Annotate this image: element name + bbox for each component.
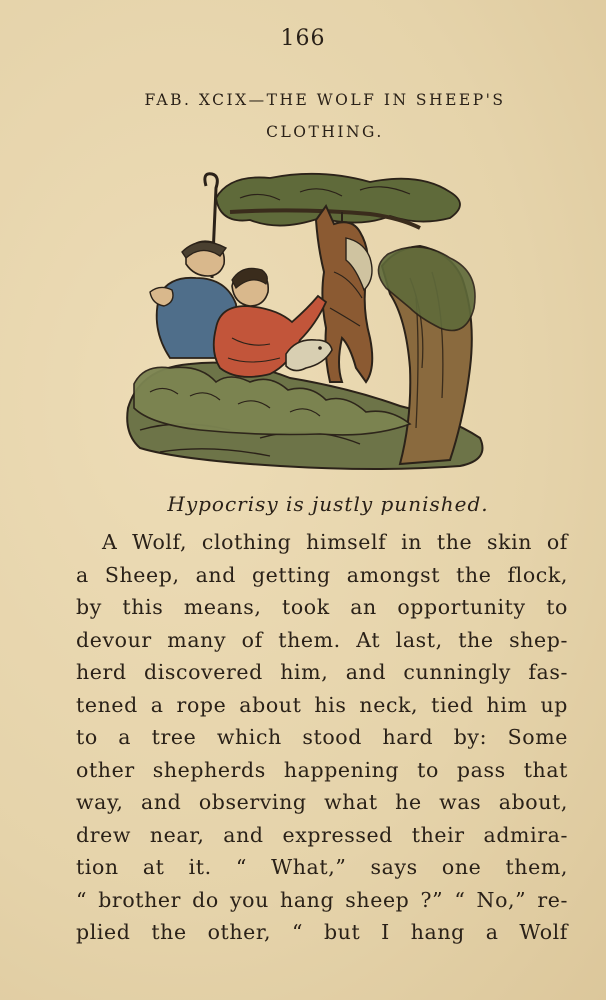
body-line: other shepherds happening to pass that	[76, 757, 568, 782]
tree-canopy	[216, 174, 460, 226]
body-line: a Sheep, and getting amongst the flock,	[76, 562, 568, 587]
fable-title-line-2: CLOTHING.	[266, 123, 384, 141]
body-line: A Wolf, clothing himself in the skin of	[102, 530, 568, 554]
fable-title	[90, 84, 560, 148]
body-line: herd discovered him, and cunningly fas-	[76, 660, 568, 684]
fable-title-line-1: FAB. XCIX—THE WOLF IN SHEEP'S	[144, 91, 506, 109]
woodcut-illustration	[120, 168, 500, 473]
body-line: tened a rope about his neck, tied him up	[76, 692, 568, 717]
body-line: way, and observing what he was about,	[76, 790, 568, 814]
body-line: by this means, took an opportunity to	[76, 595, 568, 619]
body-line: drew near, and expressed their admira-	[76, 822, 568, 847]
body-line: plied the other, “ but I hang a Wolf	[76, 920, 568, 944]
body-line: devour many of them. At last, the shep-	[76, 627, 568, 652]
trunk-foliage	[378, 247, 475, 331]
body-line: “ brother do you hang sheep ?” “ No,” re-	[76, 887, 568, 912]
fable-moral-caption: Hypocrisy is justly punished.	[167, 492, 489, 516]
fable-body-text	[76, 526, 568, 949]
page-number: 166	[280, 26, 326, 51]
body-line: tion at it. “ What,” says one them,	[76, 855, 568, 879]
body-line: to a tree which stood hard by: Some	[76, 725, 568, 749]
